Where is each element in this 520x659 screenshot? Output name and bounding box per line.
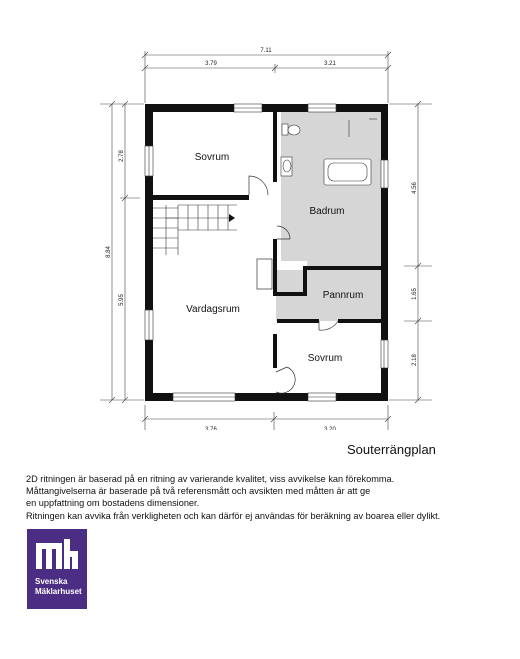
disclaimer-line: 2D ritningen är baserad på en ritning av varierande kvalitet, viss avvikelse kan förekomma. xyxy=(26,474,395,484)
dim-bottom-left: 3.76 xyxy=(205,427,217,430)
disclaimer-line: en uppfattning om bostadens dimensioner. xyxy=(26,498,200,509)
disclaimer-line: Ritningen kan avvika från verkligheten och kan därför ej användas för beräkning av boarea eller dylikt. xyxy=(26,510,441,521)
dim-bottom-right: 3.20 xyxy=(324,427,336,430)
dim-left-lower: 5.95 xyxy=(119,294,125,306)
disclaimer-text xyxy=(26,473,516,522)
dim-total-width: 7.11 xyxy=(260,48,272,54)
stair-arrow-icon xyxy=(229,214,235,222)
logo-line1: Svenska xyxy=(35,577,68,586)
logo-line2: Mäklarhuset xyxy=(35,586,82,596)
room-label-sovrum-bottom: Sovrum xyxy=(307,353,343,364)
logo-mark-icon xyxy=(36,539,80,571)
room-label-sovrum-top: Sovrum xyxy=(194,152,230,163)
room-label-badrum: Badrum xyxy=(309,206,345,217)
plan-title: Souterrängplan xyxy=(347,442,436,457)
staircase xyxy=(153,205,237,255)
dim-total-height: 8.84 xyxy=(106,246,112,258)
dim-top-right: 3.21 xyxy=(324,61,336,67)
dim-top-left: 3.79 xyxy=(205,61,217,67)
toilet-icon xyxy=(282,124,288,135)
dim-right-top: 4.56 xyxy=(412,182,418,194)
dim-left-upper: 2.78 xyxy=(119,150,125,162)
dim-right-mid: 1.65 xyxy=(412,288,418,300)
svenska-maklarhuset-logo xyxy=(27,529,87,609)
disclaimer-line: Måttangivelserna är baserade på två referensmått och avsikten med måtten är att ge xyxy=(26,486,371,497)
room-label-pannrum: Pannrum xyxy=(322,290,364,301)
room-label-vardagsrum: Vardagsrum xyxy=(186,304,240,315)
dim-right-bottom: 2.18 xyxy=(412,354,418,366)
